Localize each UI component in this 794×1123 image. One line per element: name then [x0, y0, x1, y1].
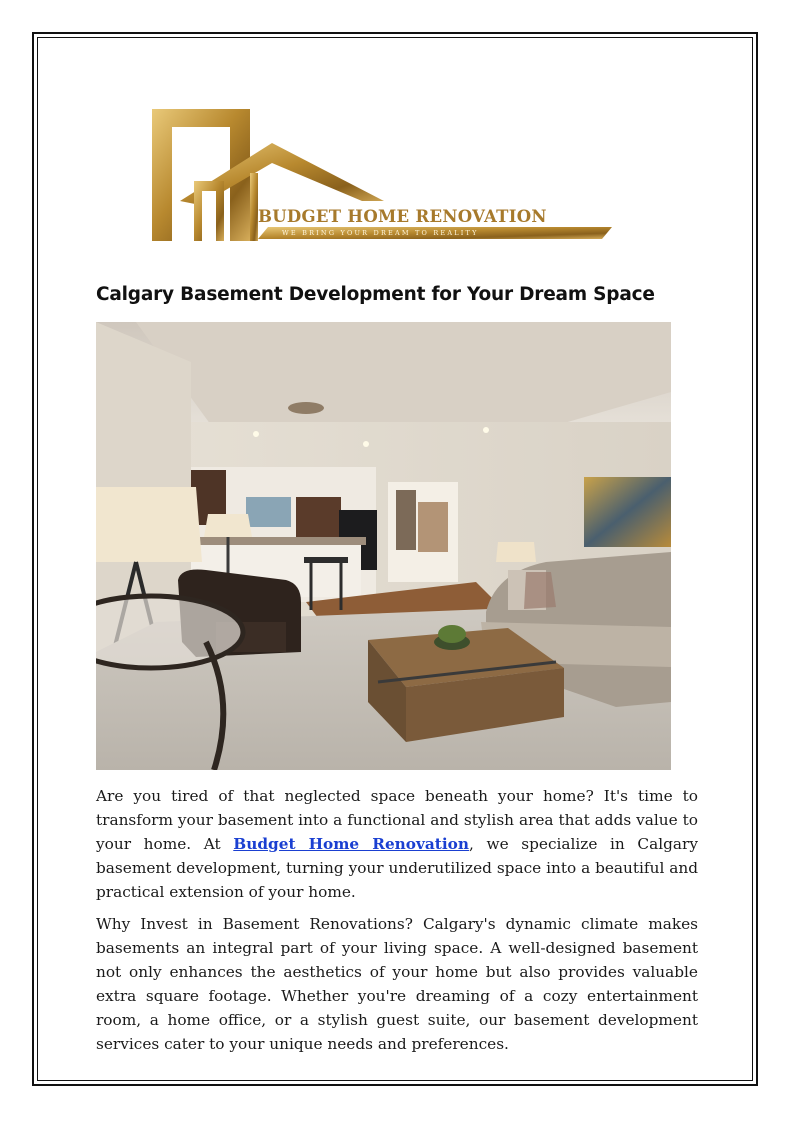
logo-wordmark: BUDGET HOME RENOVATION — [258, 207, 547, 226]
logo-tagline: WE BRING YOUR DREAM TO REALITY — [282, 229, 479, 237]
basement-photo — [96, 322, 671, 770]
intro-text-after-link: , we specialize in Calgary basement development, turning your underutilized space into a beautiful and practical extension of your home. — [96, 834, 698, 901]
company-link[interactable]: Budget Home Renovation — [233, 834, 470, 853]
article-title: Calgary Basement Development for Your Dream Space — [96, 284, 655, 305]
intro-text-before-link: Are you tired of that neglected space beneath your home? It's time to transform your basement into a functional and stylish area that adds value to your home. At — [96, 787, 698, 853]
why-invest-paragraph: Why Invest in Basement Renovations? Calgary's dynamic climate makes basements an integral part of your living space. A well-designed basement not only enhances the aesthetics of your home but also provides valuable extra square footage. Whether you're dreaming of a cozy entertainment room, a home office, or a stylish guest suite, our basement development services cater to your unique needs and preferences. — [96, 915, 698, 1053]
intro-paragraph — [96, 785, 698, 905]
